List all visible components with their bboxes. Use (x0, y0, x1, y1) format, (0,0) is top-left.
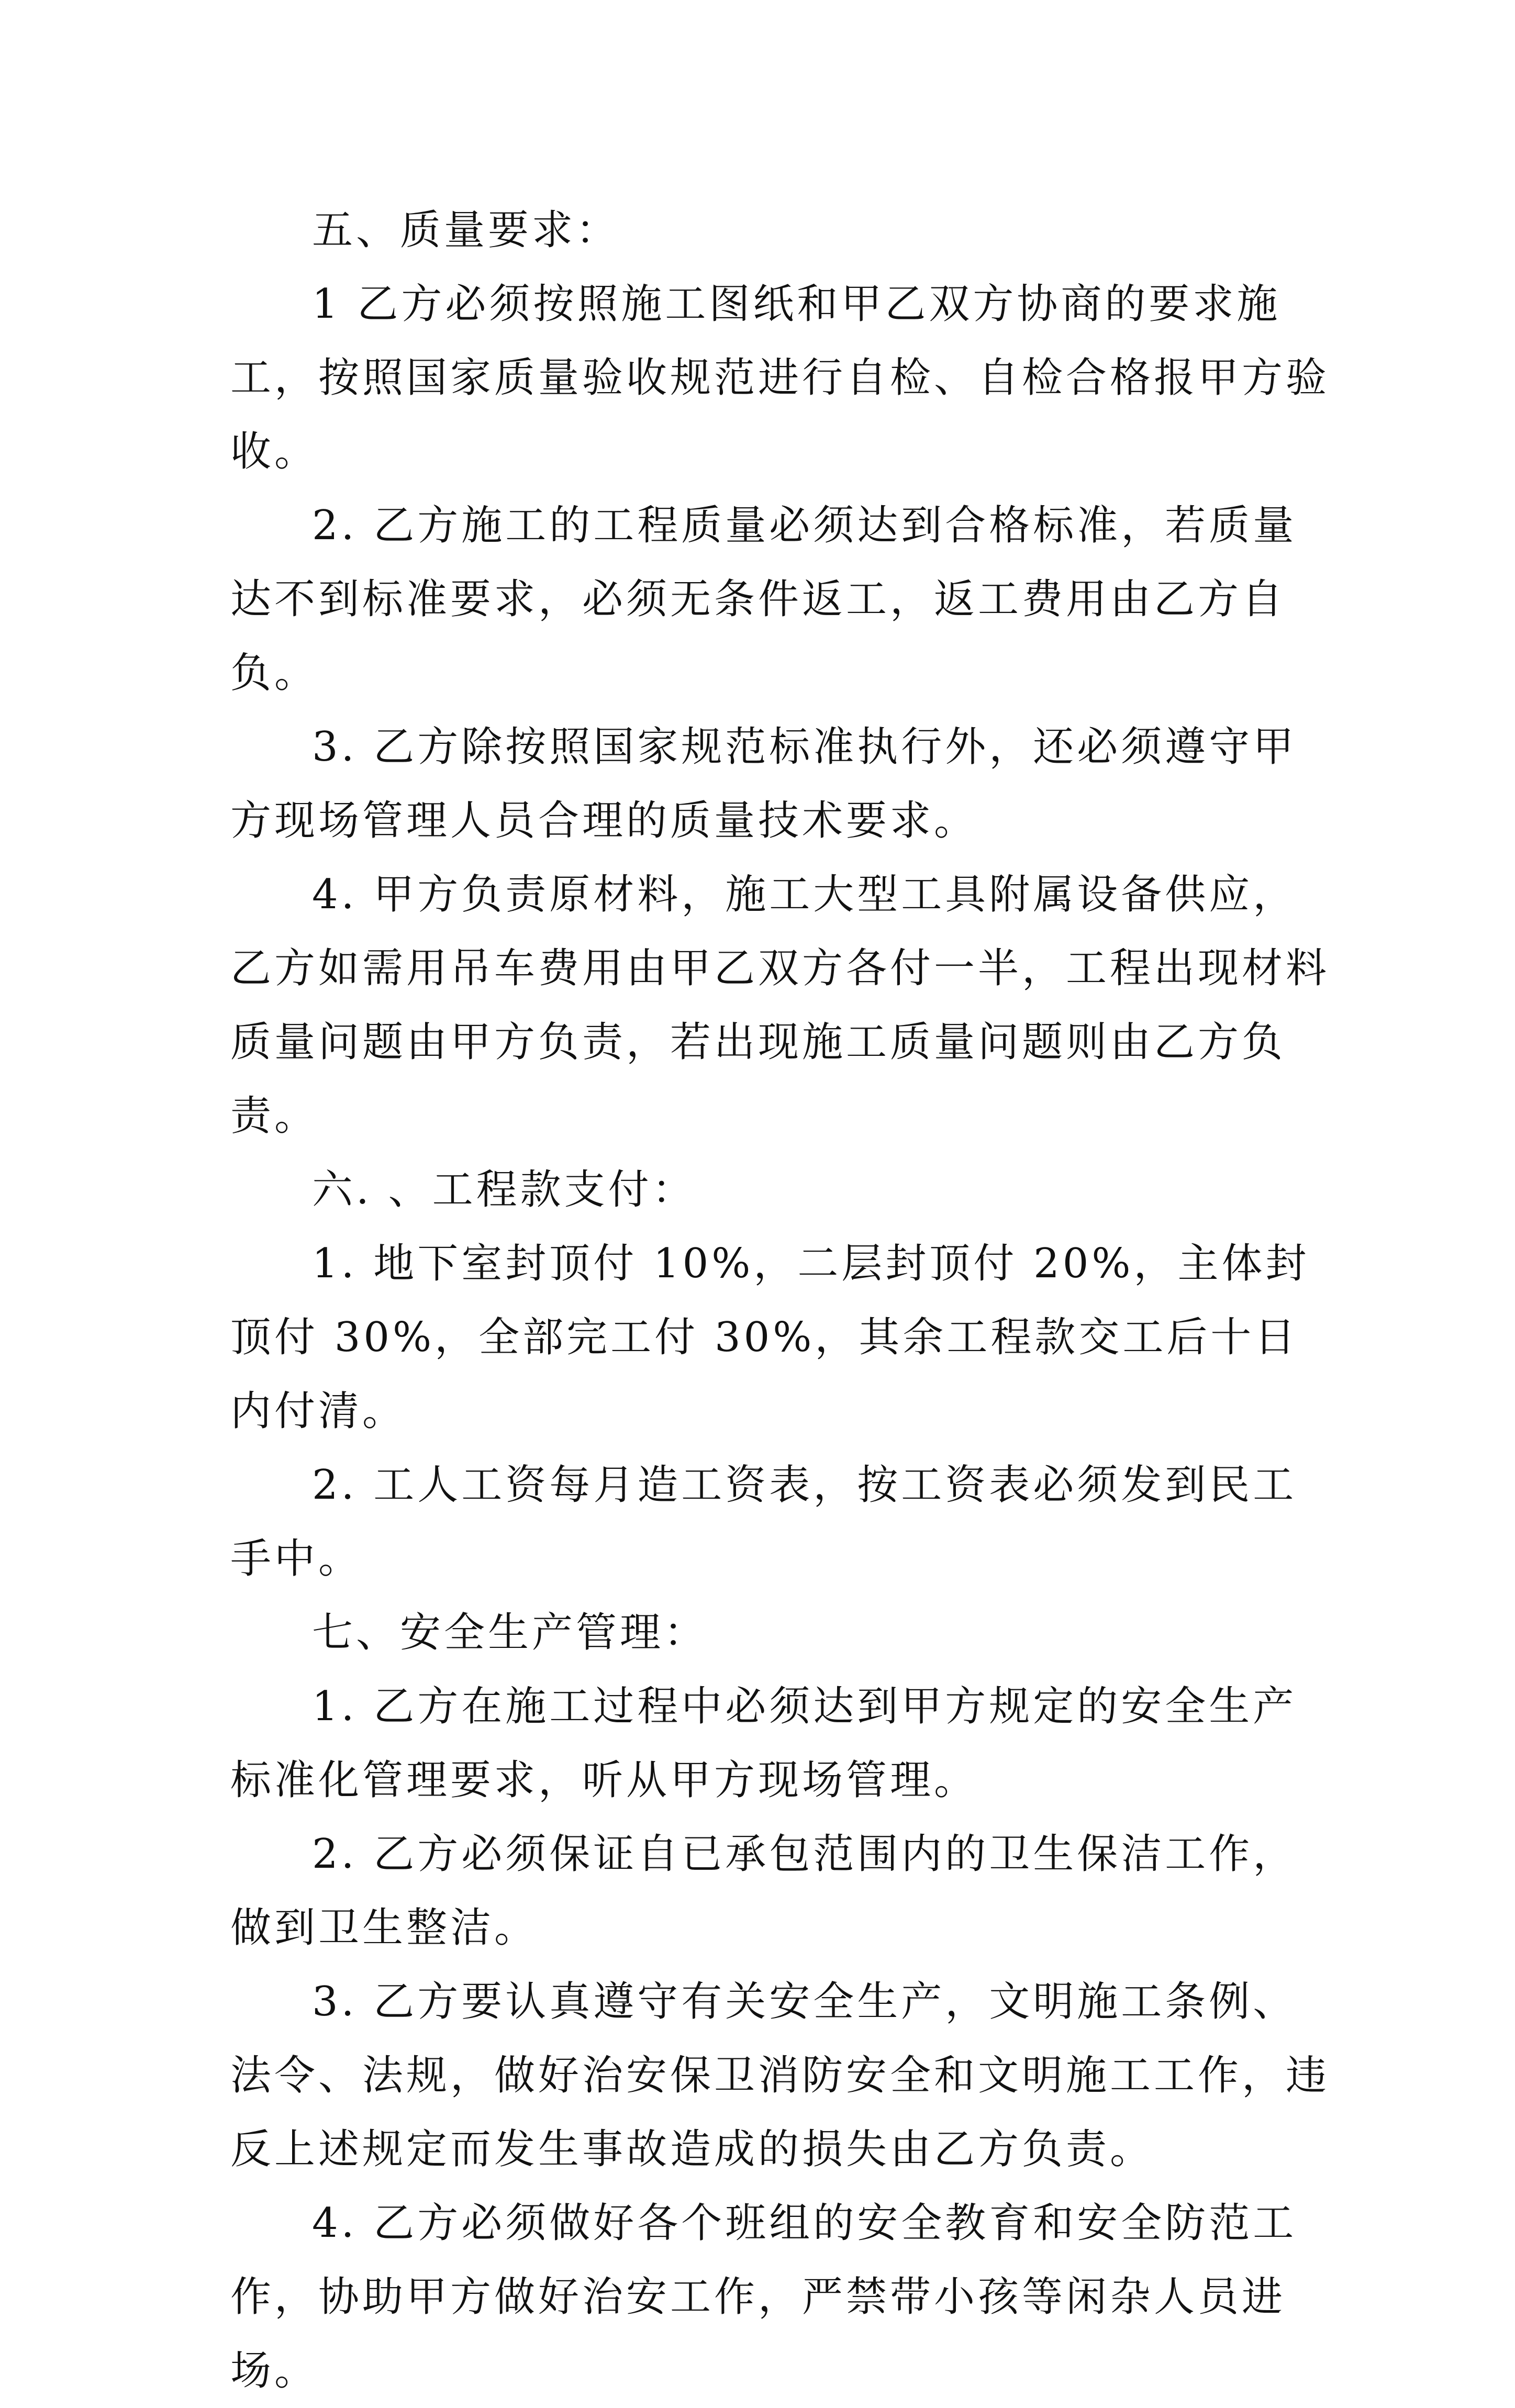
paragraph: 1 乙方必须按照施工图纸和甲乙双方协商的要求施工，按照国家质量验收规范进行自检、自检合格报甲方验收。 (230, 281, 1330, 475)
paragraph: 4. 乙方必须做好各个班组的安全教育和安全防范工作，协助甲方做好治安工作，严禁带小孩等闲杂人员进场。 (230, 2200, 1297, 2394)
document-body (230, 194, 1340, 2408)
section-heading-safety: 七、安全生产管理： (312, 1609, 708, 1656)
paragraph: 3. 乙方除按照国家规范标准执行外，还必须遵守甲方现场管理人员合理的质量技术要求。 (230, 723, 1297, 844)
paragraph: 1. 乙方在施工过程中必须达到甲方规定的安全生产标准化管理要求，听从甲方现场管理。 (230, 1683, 1297, 1804)
paragraph: 1. 地下室封顶付 10%，二层封顶付 20%，主体封顶付 30%，全部完工付 30%，其余工程款交工后十日内付清。 (230, 1240, 1310, 1435)
section-heading-payment: 六. 、工程款支付： (312, 1166, 696, 1213)
paragraph: 4. 甲方负责原材料，施工大型工具附属设备供应，乙方如需用吊车费用由甲乙双方各付一半，工程出现材料质量问题由甲方负责，若出现施工质量问题则由乙方负责。 (230, 871, 1330, 1140)
paragraph: 2. 乙方必须保证自已承包范围内的卫生保洁工作，做到卫生整洁。 (230, 1831, 1297, 1952)
paragraph: 2. 乙方施工的工程质量必须达到合格标准，若质量达不到标准要求，必须无条件返工，返工费用由乙方自负。 (230, 502, 1297, 697)
paragraph: 2. 工人工资每月造工资表，按工资表必须发到民工手中。 (230, 1462, 1297, 1582)
paragraph: 3. 乙方要认真遵守有关安全生产，文明施工条例、法令、法规，做好治安保卫消防安全和文明施工工作，违反上述规定而发生事故造成的损失由乙方负责。 (230, 1978, 1330, 2173)
section-heading-quality: 五、质量要求： (312, 207, 620, 254)
